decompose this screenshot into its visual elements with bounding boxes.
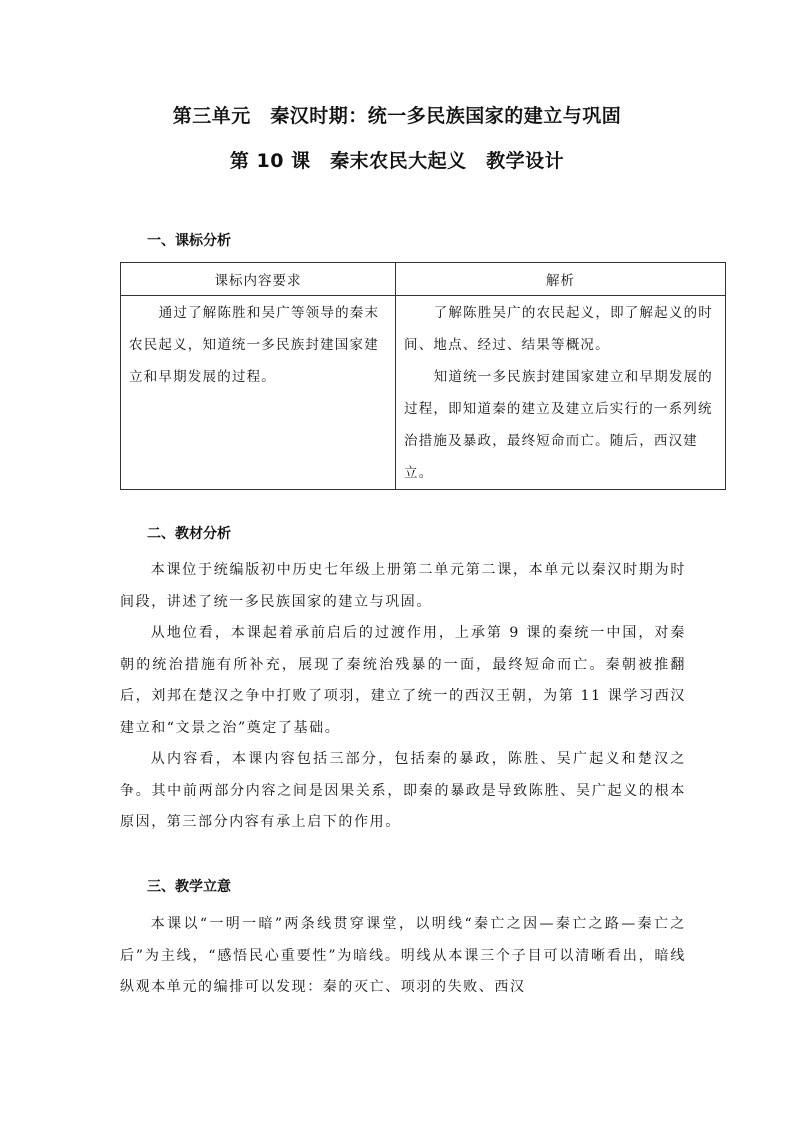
textbook-analysis-body: [120, 555, 686, 839]
section-heading-curriculum: 一、课标分析: [147, 233, 231, 249]
teaching-intent-body: [120, 909, 686, 1004]
body-paragraph: 本课位于统编版初中历史七年级上册第二单元第二课，本单元以秦汉时期为时间段，讲述了统一多民族国家的建立与巩固。: [120, 562, 686, 610]
curriculum-table: [120, 262, 726, 490]
table-header-row: [121, 263, 726, 296]
section-heading-textbook: 二、教材分析: [147, 526, 231, 542]
section-heading-teaching-intent: 三、教学立意: [147, 879, 231, 895]
requirements-text: 通过了解陈胜和吴广等领导的秦末农民起义，知道统一多民族封建国家建立和早期发展的过程。: [129, 305, 380, 385]
table-cell-requirements: [121, 296, 396, 490]
table-header-analysis: 解析: [396, 263, 726, 296]
analysis-paragraph: 知道统一多民族封建国家建立和早期发展的过程，即知道秦的建立及建立后实行的一系列统治措施及暴政，最终短命而亡。随后，西汉建立。: [404, 369, 713, 481]
body-paragraph: 从内容看，本课内容包括三部分，包括秦的暴政，陈胜、吴广起义和楚汉之争。其中前两部分内容之间是因果关系，即秦的暴政是导致陈胜、吴广起义的根本原因，第三部分内容有承上启下的作用。: [120, 751, 686, 830]
body-paragraph: 从地位看，本课起着承前启后的过渡作用，上承第 9 课的秦统一中国，对秦朝的统治措施有所补充，展现了秦统治残暴的一面，最终短命而亡。秦朝被推翻后，刘邦在楚汉之争中打败了项羽，建立了统一的西汉王朝，为第 11 课学习西汉建立和“文景之治”奠定了基础。: [120, 625, 686, 736]
analysis-paragraph: 了解陈胜吴广的农民起义，即了解起义的时间、地点、经过、结果等概况。: [404, 305, 713, 353]
body-paragraph: 本课以“一明一暗”两条线贯穿课堂，以明线“秦亡之因—秦亡之路—秦亡之后”为主线，“感悟民心重要性”为暗线。明线从本课三个子目可以清晰看出，暗线纵观本单元的编排可以发现：秦的灭亡、项羽的失败、西汉: [120, 916, 686, 995]
lesson-title: 第 10 课 秦末农民大起义 教学设计: [229, 150, 565, 172]
table-row: [121, 296, 726, 490]
unit-title: 第三单元 秦汉时期：统一多民族国家的建立与巩固: [172, 105, 622, 127]
table-header-requirements: 课标内容要求: [121, 263, 396, 296]
table-cell-analysis: [396, 296, 726, 490]
